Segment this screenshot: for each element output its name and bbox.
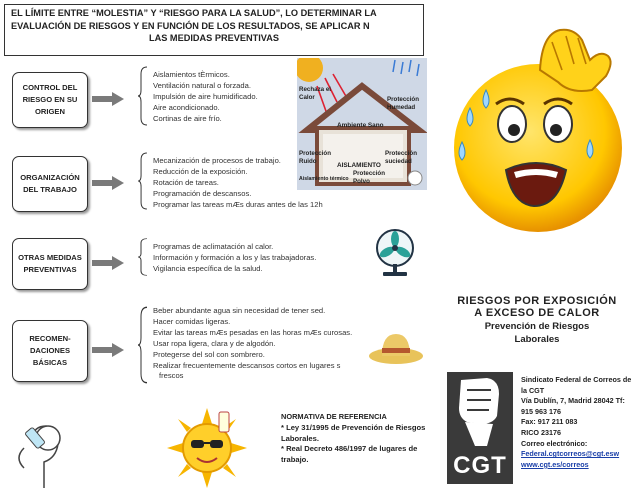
- brace-icon: [138, 66, 148, 126]
- category-otras-medidas: OTRAS MEDIDAS PREVENTIVAS: [12, 238, 88, 290]
- list-item: Evitar las tareas mÆs pesadas en las horas mÆs curosas.: [153, 327, 353, 337]
- sun-sunglasses-illustration: [165, 406, 249, 490]
- category-recomendaciones: RECOMEN- DACIONES BÁSICAS: [12, 320, 88, 382]
- list-control-riesgo: [153, 70, 258, 125]
- header-line-3: LAS MEDIDAS PREVENTIVAS: [148, 33, 279, 43]
- list-item: Reducción de la exposición.: [153, 166, 248, 176]
- contact-block: [521, 375, 639, 470]
- subtitle-line-1: Prevención de Riesgos: [484, 321, 590, 332]
- header-box: [4, 4, 424, 56]
- list-item: Cortinas de aire frío.: [153, 113, 222, 123]
- header-line-2: EVALUACIÓN DE RIESGOS Y EN FUNCIÓN DE LOS RESULTADOS, SE APLICAR N: [11, 20, 370, 31]
- right-title-block: [437, 295, 637, 345]
- page-title-line-1: RIESGOS POR EXPOSICIÓN: [457, 295, 617, 307]
- contact-fax: Fax: 917 211 083: [521, 417, 578, 427]
- arrow-icon: [92, 92, 124, 106]
- arrow-icon: [92, 256, 124, 270]
- list-item: Beber abundante agua sin necesidad de tener sed.: [153, 306, 326, 315]
- email-link[interactable]: Federal.cgtcorreos@cgt.esw: [521, 449, 620, 459]
- arrow-icon: [92, 176, 124, 190]
- brace-icon: [138, 152, 148, 210]
- category-control-riesgo: CONTROL DEL RIESGO EN SU ORIGEN: [12, 72, 88, 128]
- list-item: Vigilancia específica de la salud.: [153, 263, 263, 273]
- normativa-ley: * Ley 31/1995 de Prevención de Riesgos Laborales.: [281, 422, 426, 443]
- sweating-face-illustration: [440, 20, 636, 240]
- list-item: Mecanización de procesos de trabajo.: [153, 156, 281, 165]
- list-item: Protegerse del sol con sombrero.: [153, 349, 265, 359]
- list-item: Hacer comidas ligeras.: [153, 316, 231, 326]
- list-otras-medidas: [153, 242, 316, 275]
- list-item: Ventilación natural o forzada.: [153, 80, 251, 90]
- web-link[interactable]: www.cgt.es/correos: [521, 459, 589, 469]
- normativa-rd: * Real Decreto 486/1997 de lugares de trabajo.: [281, 444, 418, 465]
- header-line-1: EL LÍMITE ENTRE “MOLESTIA” Y “RIESGO PARA LA SALUD”, LO DETERMINAR LA: [11, 8, 377, 18]
- list-item: Aislamientos tÈrmicos.: [153, 70, 230, 79]
- list-item: Programación de descansos.: [153, 188, 252, 198]
- contact-phone: 915 963 176: [521, 406, 561, 416]
- list-item: Programar las tareas mÆs duras antes de las 12h: [153, 199, 323, 209]
- drinking-water-illustration: [4, 408, 74, 490]
- fan-icon: [373, 228, 417, 278]
- straw-hat-icon: [368, 326, 424, 366]
- brace-icon: [138, 238, 148, 276]
- list-item: Usar ropa ligera, clara y de algodón.: [153, 338, 276, 348]
- brace-icon: [138, 306, 148, 384]
- list-item: Rotación de tareas.: [153, 177, 219, 187]
- list-item: Aire acondicionado.: [153, 102, 220, 112]
- logo-text: CGT: [453, 452, 507, 479]
- page-title-line-2: A EXCESO DE CALOR: [474, 307, 600, 319]
- normativa-block: [281, 412, 436, 466]
- list-item: frescos: [159, 371, 184, 381]
- contact-org: Sindicato Federal de Correos de la CGT: [521, 375, 632, 395]
- contact-rico: RICO 23176: [521, 427, 561, 437]
- list-recomendaciones: [153, 306, 352, 382]
- list-item: Información y formación a los y las trabajadoras.: [153, 252, 317, 262]
- cgt-logo: [447, 372, 513, 484]
- normativa-title: NORMATIVA DE REFERENCIA: [281, 412, 387, 421]
- list-item: Programas de aclimatación al calor.: [153, 242, 274, 251]
- house-insulation-illustration: Rechaza el Calor Protección Humedad Ambiente Sano Protección Ruido Protección suciedad AISLAMIENTO Aislamiento térmico Protección Polvo: [297, 58, 427, 190]
- arrow-icon: [92, 343, 124, 357]
- subtitle-line-2: Laborales: [514, 334, 560, 345]
- list-item: Realizar frecuentemente descansos cortos en lugares s: [153, 360, 341, 370]
- list-item: Impulsión de aire humidificado.: [153, 91, 258, 101]
- contact-address: Vía Dublín, 7, Madrid 28042 Tf:: [521, 396, 625, 406]
- category-organizacion: ORGANIZACIÓN DEL TRABAJO: [12, 156, 88, 212]
- contact-email-label: Correo electrónico:: [521, 438, 588, 448]
